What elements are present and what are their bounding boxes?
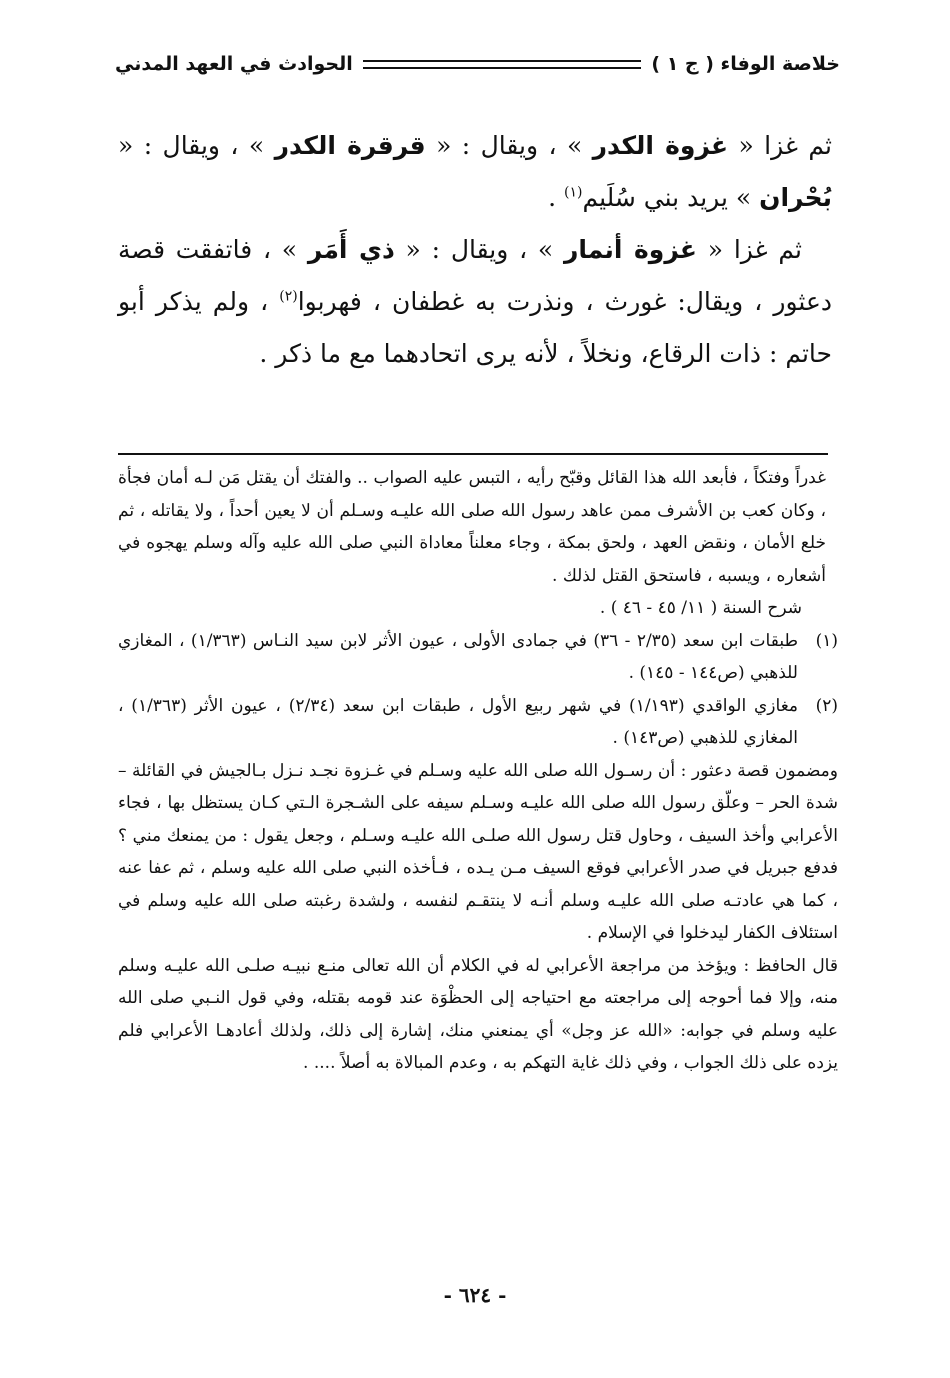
running-header [115,42,840,86]
page-number: - ٦٢٤ - [443,1283,507,1307]
header-double-rule [363,60,642,69]
footnote-number: (١) [815,630,838,651]
text-run: ثم غزا « [728,131,832,160]
text-run: » ، فاتفقت قصة دعثور ، ويقال: غورث ، ونذرت به غطفان ، فهربوا [118,235,833,316]
paragraph-1 [118,120,832,224]
battle-name: قرقرة الكدر [274,131,426,160]
footnote-2-story: ومضمون قصة دعثور : أن رسـول الله صلى الله عليه وسـلم في غـزوة نجـد نـزل بـالجيش في القائلة – شدة الحر – وعلّق رسول الله صلى الله عليـه وسـلم سيفه على الشـجرة الـتي كـان يستظل بها ، فجاء الأعرابي وأخذ السيف ، وحاول قتل رسول الله صلـى الله عليـه وسـلم ، وجعل يقول : من يمنعك مني ؟ فدفع جبريل في صدر الأعرابي فوقع السيف مـن يـده ، فـأخذه النبي صلى الله عليه وسلم ، ثم عفا عنه ، كما هي عادتـه صلى الله عليـه وسلم أنـه لا ينتقـم لنفسه ، ولشدة رغبته صلى الله عليه وسلم في استئلاف الكفار ليدخلوا في الإسلام . [118,760,838,943]
text-run: . [548,183,564,212]
footnotes [118,462,838,1080]
footnote-source: شرح السنة ( ١١/ ٤٥ - ٤٦ ) . [599,598,802,618]
main-text [118,120,832,380]
text-run: ثم غزا « [696,235,803,264]
footnote-marker: (١) [563,184,583,201]
footnote-continuation: غدراً وفتكاً ، فأبعد الله هذا القائل وقبّح رأيه ، التبس عليه الصواب .. والفتك أن يقتل مَن لـه أمان فجأة ، وكان كعب بن الأشرف ممن عاهد رسول الله صلى الله عليـه وسـلم أن لا يعين أحداً ، ولا يقاتله ، ثم خلع الأمان ، ونقض العهد ، ولحق بمكة ، وجاء معلناً معاداة النبي صلى الله عليه وآله وسلم يهجوه في أشعاره ، ويسبه ، فاستحق القتل لذلك . [118,468,826,586]
section-title: الحوادث في العهد المدني [115,53,353,75]
text-run: » ، ويقال : « [118,131,275,160]
battle-name: غزوة الكدر [592,131,729,160]
footnote-text: مغازي الواقدي (١/١٩٣) في شهر ربيع الأول ، طبقات ابن سعد (٢/٣٤) ، عيون الأثر (١/٣٦٣) ، المغازي للذهبي (ص١٤٣) . [118,695,798,748]
battle-name: ذي أَمَر [307,235,395,264]
paragraph-2 [118,224,832,380]
text-run: » ، ويقال : « [394,235,564,264]
footnote-text: طبقات ابن سعد (٢/٣٥ - ٣٦) في جمادى الأولى ، عيون الأثر لابن سيد النـاس (١/٣٦٣) ، المغازي للذهبي (ص١٤٤ - ١٤٥) . [118,630,798,683]
book-title: خلاصة الوفاء ( ج ١ ) [651,53,840,75]
battle-name: غزوة أنمار [564,235,697,264]
footnote-1 [118,625,838,690]
text-run: » ، ويقال : « [425,131,593,160]
footnote-2 [118,690,838,755]
footnote-2-commentary: قال الحافظ : ويؤخذ من مراجعة الأعرابي له في الكلام أن الله تعالى منـع نبيـه صلـى الله عليـه وسلم منه، وإلا فما أحوجه إلى مراجعته مع احتياجه إلى الحظْوَة عند قومه بقتله، وفي قول النـبي صلى الله عليه وسلم في جوابه: «الله عز وجل» أي يمنعني منك، إشارة إلى ذلك، ولذلك أعادهـا الأعرابي فلم يزده على ذلك الجواب ، وفي ذلك غاية التهكم به ، وعدم المبالاة به أصلاً .... . [118,955,838,1073]
footnote-number: (٢) [815,695,838,716]
battle-name: بُحْران [759,183,832,212]
text-run: ، ولم يذكر أبو حاتم : ذات الرقاع، ونخلاً ، لأنه يرى اتحادهما مع ما ذكر . [118,287,832,368]
text-run: » يريد بني سُلَيم [582,183,760,212]
footnote-marker: (٢) [279,288,298,305]
footnote-separator [118,453,828,455]
